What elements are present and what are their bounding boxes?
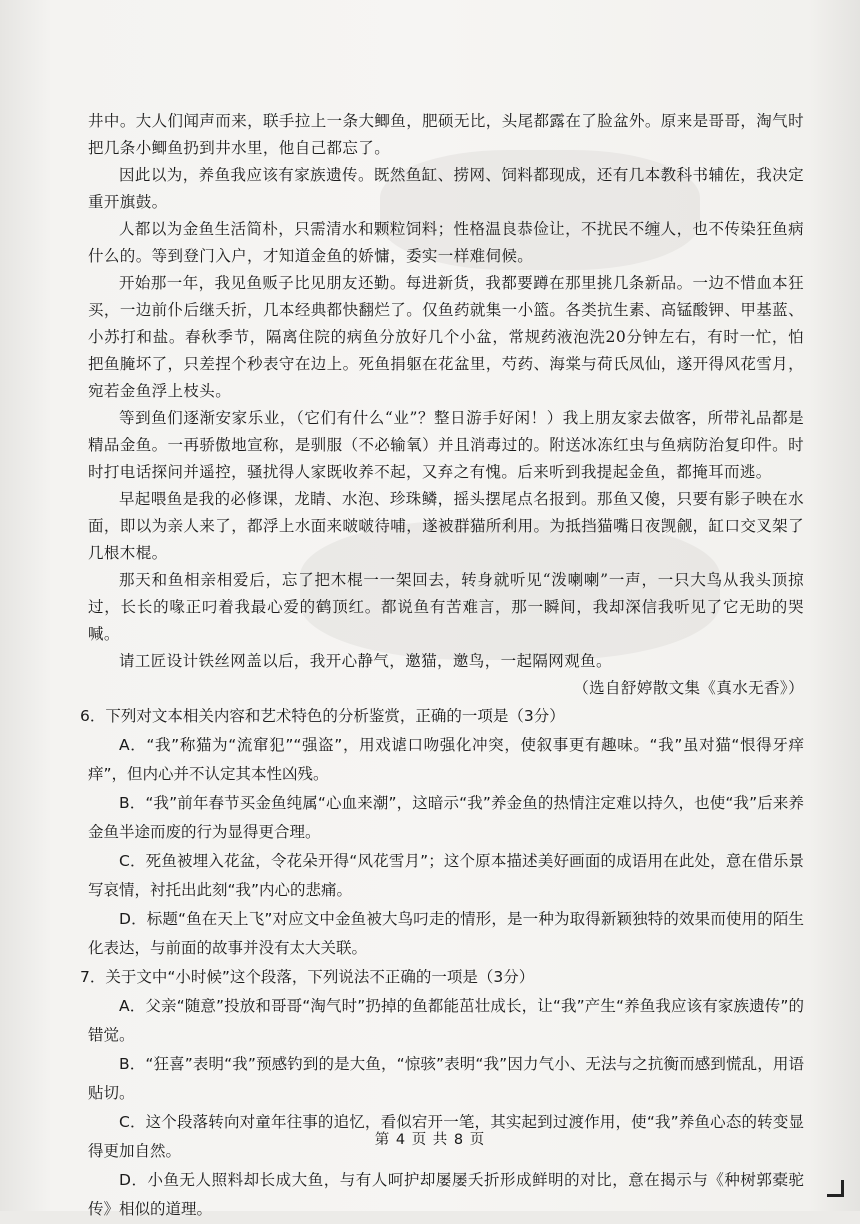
passage-paragraph: 早起喂鱼是我的必修课，龙睛、水泡、珍珠鳞，摇头摆尾点名报到。那鱼又傻，只要有影子映在水面，即以为亲人来了，都浮上水面来啵啵待哺，遂被群猫所利用。为抵挡猫嘴日夜觊觎，缸口交叉架了几根木棍。: [88, 490, 804, 562]
passage-paragraph: 因此以为，养鱼我应该有家族遗传。既然鱼缸、捞网、饲料都现成，还有几本教科书辅佐，我决定重开旗鼓。: [88, 166, 804, 211]
question-6-option-c: C．死鱼被埋入花盆，令花朵开得“风花雪月”；这个原本描述美好画面的成语用在此处，意在借乐景写哀情，衬托出此刻“我”内心的悲痛。: [88, 852, 804, 899]
corner-mark: [827, 1180, 844, 1197]
question-6-option-d: D．标题“鱼在天上飞”对应文中金鱼被大鸟叼走的情形，是一种为取得新颖独特的效果而使用的陌生化表达，与前面的故事并没有太大关联。: [88, 910, 804, 957]
passage-paragraph: 井中。大人们闻声而来，联手拉上一条大鲫鱼，肥硕无比，头尾都露在了脸盆外。原来是哥哥，淘气时把几条小鲫鱼扔到井水里，他自己都忘了。: [88, 112, 804, 157]
question-7-option-d: D．小鱼无人照料却长成大鱼，与有人呵护却屡屡夭折形成鲜明的对比，意在揭示与《种树郭橐驼传》相似的道理。: [88, 1171, 804, 1218]
page-number: 第 4 页 共 8 页: [374, 1132, 486, 1148]
question-7-option-b: B．“狂喜”表明“我”预感钓到的是大鱼，“惊骇”表明“我”因力气小、无法与之抗衡而感到慌乱，用语贴切。: [88, 1055, 804, 1102]
question-7-title: 7．关于文中“小时候”这个段落，下列说法不正确的一项是（3分）: [80, 968, 535, 986]
question-6-title: 6．下列对文本相关内容和艺术特色的分析鉴赏，正确的一项是（3分）: [80, 707, 565, 725]
question-7-option-c: C．这个段落转向对童年往事的追忆，看似宕开一笔，其实起到过渡作用，使“我”养鱼心态的转变显得更加自然。: [88, 1113, 804, 1160]
passage-paragraph: 等到鱼们逐渐安家乐业，（它们有什么“业”？整日游手好闲！）我上朋友家去做客，所带礼品都是精品金鱼。一再骄傲地宣称，是驯服（不必输氧）并且消毒过的。附送冰冻红虫与鱼病防治复印件。时时打电话探问并遥控，骚扰得人家既收养不起，又弃之有愧。后来听到我提起金鱼，都掩耳而逃。: [88, 409, 804, 481]
question-6-option-a: A．“我”称猫为“流窜犯”“强盗”，用戏谑口吻强化冲突，使叙事更有趣味。“我”虽对猫“恨得牙痒痒”，但内心并不认定其本性凶残。: [88, 736, 804, 783]
passage-paragraph: 那天和鱼相亲相爱后，忘了把木棍一一架回去，转身就听见“泼喇喇”一声，一只大鸟从我头顶掠过，长长的喙正叼着我最心爱的鹤顶红。都说鱼有苦难言，那一瞬间，我却深信我听见了它无助的哭喊。: [88, 571, 804, 643]
question-7-option-a: A．父亲“随意”投放和哥哥“淘气时”扔掉的鱼都能茁壮成长，让“我”产生“养鱼我应该有家族遗传”的错觉。: [88, 997, 804, 1044]
question-6-option-b: B．“我”前年春节买金鱼纯属“心血来潮”，这暗示“我”养金鱼的热情注定难以持久，也使“我”后来养金鱼半途而废的行为显得更合理。: [88, 794, 804, 841]
page-content: [80, 108, 804, 1224]
passage-source: （选自舒婷散文集《真水无香》）: [573, 679, 804, 697]
passage-paragraph: 人都以为金鱼生活简朴，只需清水和颗粒饲料；性格温良恭俭让，不扰民不缠人，也不传染狂鱼病什么的。等到登门入户，才知道金鱼的娇慵，委实一样难伺候。: [88, 220, 804, 265]
passage-paragraph: 请工匠设计铁丝网盖以后，我开心静气，邀猫，邀鸟，一起隔网观鱼。: [119, 652, 612, 670]
passage-paragraph: 开始那一年，我见鱼贩子比见朋友还勤。每进新货，我都要蹲在那里挑几条新品。一边不惜血本狂买，一边前仆后继夭折，几本经典都快翻烂了。仅鱼药就集一小篮。各类抗生素、高锰酸钾、甲基蓝、小苏打和盐。春秋季节，隔离住院的病鱼分放好几个小盆，常规药液泡洗20分钟左右，有时一忙，怕把鱼腌坏了，只差捏个秒表守在边上。死鱼捐躯在花盆里，芍药、海棠与荷氏凤仙，遂开得风花雪月，宛若金鱼浮上枝头。: [88, 274, 804, 400]
